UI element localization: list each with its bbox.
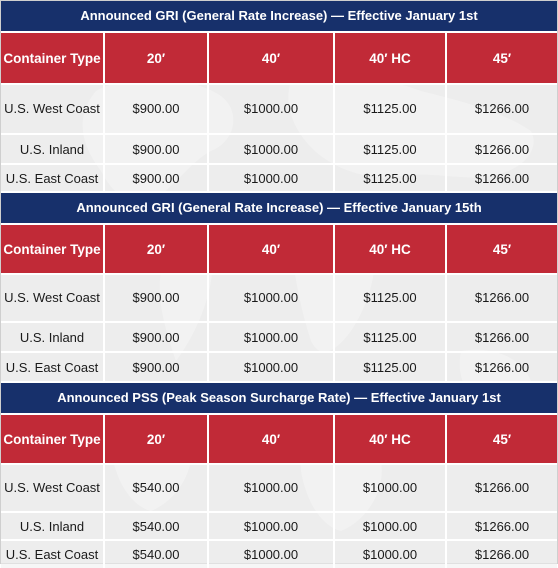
rate-cell: $1125.00 bbox=[335, 353, 447, 383]
rate-cell: $1266.00 bbox=[447, 275, 557, 323]
rate-cell: $1266.00 bbox=[447, 323, 557, 353]
rate-cell: $1266.00 bbox=[447, 85, 557, 135]
rate-cell: $900.00 bbox=[105, 85, 209, 135]
gri-jan-15-section bbox=[1, 193, 557, 383]
col-header-40ft: 40′ bbox=[209, 415, 335, 465]
rate-cell: $1000.00 bbox=[209, 353, 335, 383]
table-row bbox=[1, 353, 557, 383]
table-row bbox=[1, 465, 557, 513]
rate-cell: $900.00 bbox=[105, 165, 209, 193]
rate-cell: $1000.00 bbox=[209, 541, 335, 568]
col-header-40ft-hc: 40′ HC bbox=[335, 33, 447, 85]
row-label: U.S. West Coast bbox=[1, 465, 105, 513]
row-label: U.S. West Coast bbox=[1, 85, 105, 135]
header-row bbox=[1, 33, 557, 85]
col-header-20ft: 20′ bbox=[105, 33, 209, 85]
rate-cell: $1266.00 bbox=[447, 465, 557, 513]
rate-cell: $540.00 bbox=[105, 513, 209, 541]
row-label: U.S. West Coast bbox=[1, 275, 105, 323]
col-header-container-type: Container Type bbox=[1, 415, 105, 465]
rate-cell: $1266.00 bbox=[447, 353, 557, 383]
rate-cell: $1000.00 bbox=[335, 513, 447, 541]
rate-cell: $1000.00 bbox=[335, 465, 447, 513]
col-header-container-type: Container Type bbox=[1, 225, 105, 275]
table-row bbox=[1, 85, 557, 135]
rate-cell: $540.00 bbox=[105, 465, 209, 513]
rate-cell: $1000.00 bbox=[209, 85, 335, 135]
table-row bbox=[1, 323, 557, 353]
rate-cell: $1125.00 bbox=[335, 165, 447, 193]
header-row bbox=[1, 225, 557, 275]
row-label: U.S. Inland bbox=[1, 135, 105, 165]
col-header-20ft: 20′ bbox=[105, 415, 209, 465]
col-header-40ft: 40′ bbox=[209, 225, 335, 275]
rate-cell: $1000.00 bbox=[335, 541, 447, 568]
col-header-40ft-hc: 40′ HC bbox=[335, 415, 447, 465]
header-row bbox=[1, 415, 557, 465]
row-label: U.S. East Coast bbox=[1, 541, 105, 568]
rate-cell: $540.00 bbox=[105, 541, 209, 568]
table-row bbox=[1, 513, 557, 541]
table-row bbox=[1, 135, 557, 165]
rate-cell: $1266.00 bbox=[447, 135, 557, 165]
rate-cell: $1266.00 bbox=[447, 541, 557, 568]
section-title: Announced GRI (General Rate Increase) — Effective January 15th bbox=[1, 193, 557, 225]
row-label: U.S. East Coast bbox=[1, 353, 105, 383]
col-header-20ft: 20′ bbox=[105, 225, 209, 275]
row-label: U.S. Inland bbox=[1, 513, 105, 541]
pss-jan-1-section bbox=[1, 383, 557, 568]
rate-cell: $1266.00 bbox=[447, 513, 557, 541]
col-header-container-type: Container Type bbox=[1, 33, 105, 85]
rate-cell: $1000.00 bbox=[209, 323, 335, 353]
rate-cell: $1266.00 bbox=[447, 165, 557, 193]
rate-cell: $1125.00 bbox=[335, 275, 447, 323]
col-header-45ft: 45′ bbox=[447, 33, 557, 85]
rate-cell: $900.00 bbox=[105, 353, 209, 383]
rate-cell: $1125.00 bbox=[335, 323, 447, 353]
rate-cell: $1000.00 bbox=[209, 165, 335, 193]
rate-cell: $1000.00 bbox=[209, 135, 335, 165]
row-label: U.S. Inland bbox=[1, 323, 105, 353]
rate-cell: $1000.00 bbox=[209, 513, 335, 541]
rate-cell: $900.00 bbox=[105, 275, 209, 323]
section-title: Announced GRI (General Rate Increase) — Effective January 1st bbox=[1, 1, 557, 33]
section-title: Announced PSS (Peak Season Surcharge Rate) — Effective January 1st bbox=[1, 383, 557, 415]
rate-cell: $900.00 bbox=[105, 135, 209, 165]
table-row bbox=[1, 275, 557, 323]
gri-jan-1-section bbox=[1, 1, 557, 193]
table-row bbox=[1, 165, 557, 193]
row-label: U.S. East Coast bbox=[1, 165, 105, 193]
rate-cell: $1000.00 bbox=[209, 275, 335, 323]
rate-cell: $1125.00 bbox=[335, 85, 447, 135]
rate-cell: $1125.00 bbox=[335, 135, 447, 165]
rate-cell: $900.00 bbox=[105, 323, 209, 353]
col-header-45ft: 45′ bbox=[447, 415, 557, 465]
col-header-40ft-hc: 40′ HC bbox=[335, 225, 447, 275]
col-header-40ft: 40′ bbox=[209, 33, 335, 85]
rate-cell: $1000.00 bbox=[209, 465, 335, 513]
col-header-45ft: 45′ bbox=[447, 225, 557, 275]
